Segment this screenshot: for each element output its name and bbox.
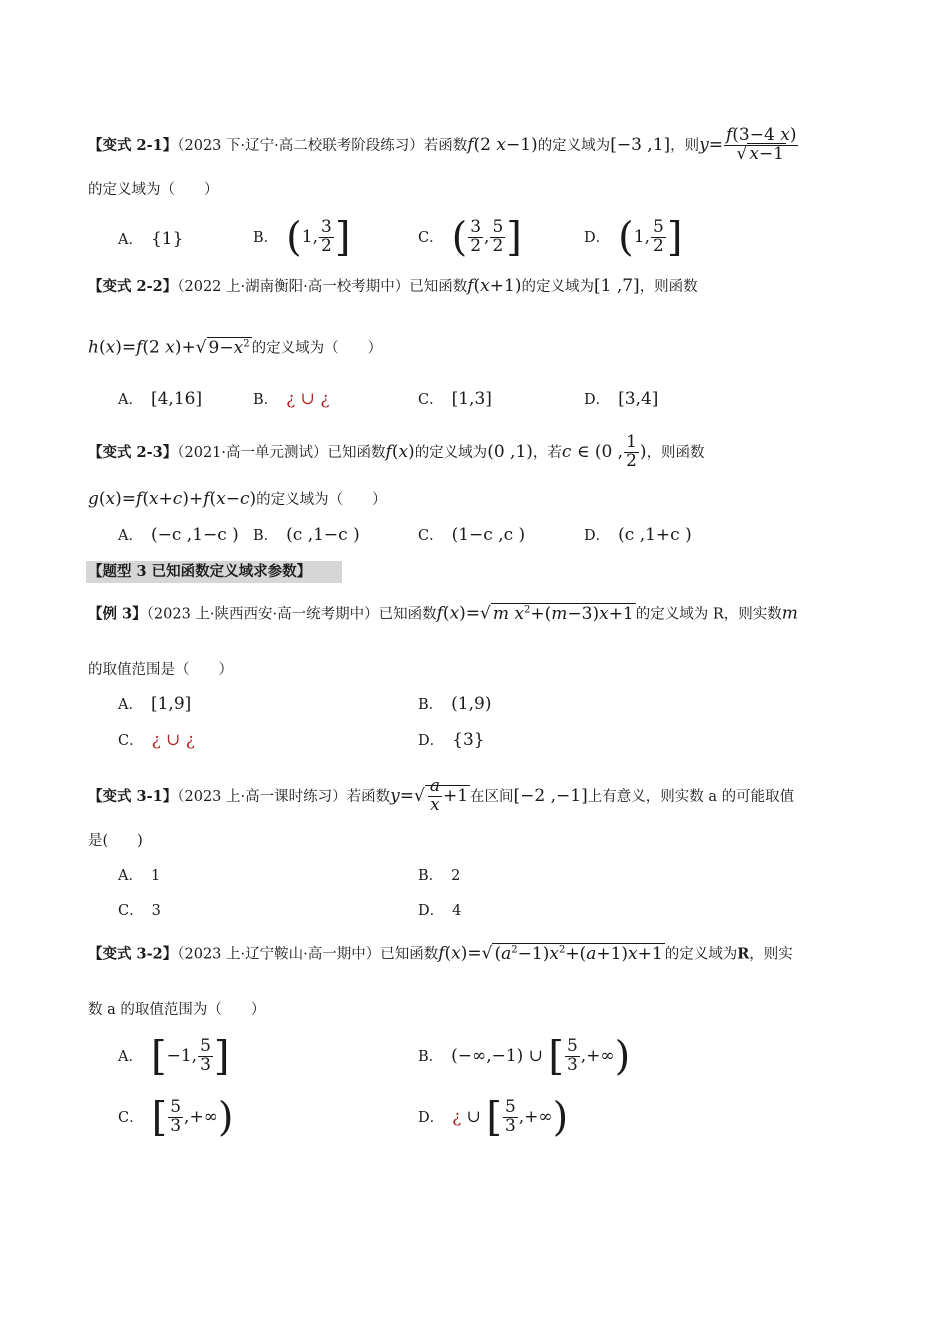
question-2-2-continuation: h(x)=f(2 x)+√ $9-x^2$ 的定义域为（ ）: [88, 337, 383, 358]
math-expr: h(x)=f(2 x)+√ $9-x^2$: [88, 337, 250, 358]
math-expr: [−3 ,1]: [610, 134, 671, 155]
math-expr: f(2 x−1): [467, 134, 538, 155]
question-source: （2023 下·辽宁·高二校联考阶段练习）: [177, 137, 424, 154]
option-c[interactable]: C． [1,3]: [418, 389, 492, 409]
math-expr: (0 ,1): [487, 441, 533, 462]
option-c[interactable]: C． ¿ ∪ ¿: [118, 730, 195, 750]
question-tag: 【变式 2-2】: [88, 278, 178, 295]
math-expr: g(x)=f(x+c)+f(x−c): [88, 489, 257, 509]
option-b[interactable]: B． (c ,1−c ): [253, 525, 360, 545]
option-c[interactable]: C． [ $\frac{5}{3}$ ,+∞): [118, 1094, 234, 1140]
math-expr: y=√ $\frac{a}{x}$ +1: [390, 776, 469, 815]
option-a[interactable]: A． {1}: [118, 229, 184, 249]
question-3-2-continuation: 数 a 的取值范围为（ ）: [88, 1002, 266, 1018]
math-expr: c ∈ (0 , $\frac{1}{2}$ ): [561, 432, 647, 471]
question-3-1-stem: 【变式 3-1】（2023 上·高一课时练习）若函数y=√ $\frac{a}{x}$ +1 在区间[−2 ,−1]上有意义，则实数 a 的可能取值: [88, 776, 795, 815]
option-b[interactable]: B． (1, $\frac{3}{2}$ ]: [253, 214, 351, 260]
math-fraction: y= $\frac{f(3-4 x)}{√ x-1}$: [699, 125, 797, 164]
question-source: （2023 上·高一课时练习）: [177, 788, 347, 805]
option-a[interactable]: A． [1,9]: [118, 694, 192, 714]
option-b[interactable]: B． (−∞,−1) ∪ [ $\frac{5}{3}$ ,+∞): [418, 1033, 631, 1079]
question-tag: 【变式 3-1】: [88, 787, 178, 805]
option-d[interactable]: D． {3}: [418, 730, 485, 750]
option-d[interactable]: D． (1, $\frac{5}{2}$ ]: [584, 214, 683, 260]
question-tag: 【变式 3-2】: [88, 945, 178, 963]
option-c[interactable]: C． ( $\frac{3}{2}$ , $\frac{5}{2}$ ]: [418, 214, 522, 260]
math-expr: f(x)=√ $(a^2-1)x^2+(a+1)x+1$: [438, 943, 663, 964]
math-expr: [1 ,7]: [593, 276, 640, 296]
question-2-3-continuation: g(x)=f(x+c)+f(x−c)的定义域为（ ）: [88, 489, 387, 509]
example-3-stem: 【例 3】（2023 上·陕西西安·高一统考期中）已知函数f(x)=√ m $x^2+(m-3)x+1$ 的定义域为 R，则实数m: [88, 603, 798, 624]
question-tag: 【变式 2-1】: [88, 136, 178, 154]
question-2-3-stem: 【变式 2-3】（2021·高一单元测试）已知函数f(x)的定义域为(0 ,1)，若c ∈ (0 , $\frac{1}{2}$ )，则函数: [88, 432, 705, 471]
question-tag: 【例 3】: [88, 605, 147, 623]
question-2-2-stem: 【变式 2-2】（2022 上·湖南衡阳·高一校考期中）已知函数f(x+1)的定义域为[1 ,7]，则函数: [88, 276, 698, 296]
option-d[interactable]: D． (c ,1+c ): [584, 525, 692, 545]
option-b[interactable]: B． (1,9): [418, 694, 492, 714]
section-heading: 【题型 3 已知函数定义域求参数】: [88, 563, 312, 580]
math-expr: [−2 ,−1]: [513, 785, 588, 806]
math-expr: f(x): [385, 441, 415, 462]
option-a[interactable]: A． [4,16]: [118, 389, 203, 409]
question-source: （2023 上·陕西西安·高一统考期中）: [146, 606, 379, 623]
option-b[interactable]: B． 2: [418, 868, 461, 884]
question-source: （2021·高一单元测试）: [177, 444, 328, 461]
question-2-1-continuation: 的定义域为（ ）: [88, 182, 219, 198]
option-a[interactable]: A． 1: [118, 868, 161, 884]
option-d[interactable]: D． [3,4]: [584, 389, 659, 409]
question-2-1-stem: 【变式 2-1】（2023 下·辽宁·高二校联考阶段练习）若函数f(2 x−1)的定义域为[−3 ,1]，则y= $\frac{f(3-4 x)}{√ x-1}$: [88, 127, 799, 164]
option-c[interactable]: C． (1−c ,c ): [418, 525, 526, 545]
math-expr: f(x+1): [467, 276, 522, 296]
option-c[interactable]: C． 3: [118, 903, 161, 919]
example-3-continuation: 的取值范围是（ ）: [88, 662, 233, 678]
question-3-2-stem: 【变式 3-2】（2023 上·辽宁鞍山·高一期中）已知函数f(x)=√ $(a^2-1)x^2+(a+1)x+1$ 的定义域为R，则实: [88, 943, 793, 964]
question-source: （2023 上·辽宁鞍山·高一期中）: [177, 946, 381, 963]
option-a[interactable]: A． (−c ,1−c ): [118, 525, 239, 545]
option-d[interactable]: D． 4: [418, 903, 462, 919]
question-source: （2022 上·湖南衡阳·高一校考期中）: [177, 279, 410, 295]
question-3-1-continuation: 是( ): [88, 833, 143, 849]
option-a[interactable]: A． [−1, $\frac{5}{3}$ ]: [118, 1033, 230, 1079]
math-expr: f(x)=√ m $x^2+(m-3)x+1$: [436, 603, 634, 624]
option-b[interactable]: B． ¿ ∪ ¿: [253, 389, 330, 409]
option-d[interactable]: D． ¿ ∪ [ $\frac{5}{3}$ ,+∞): [418, 1094, 569, 1140]
question-tag: 【变式 2-3】: [88, 443, 178, 461]
